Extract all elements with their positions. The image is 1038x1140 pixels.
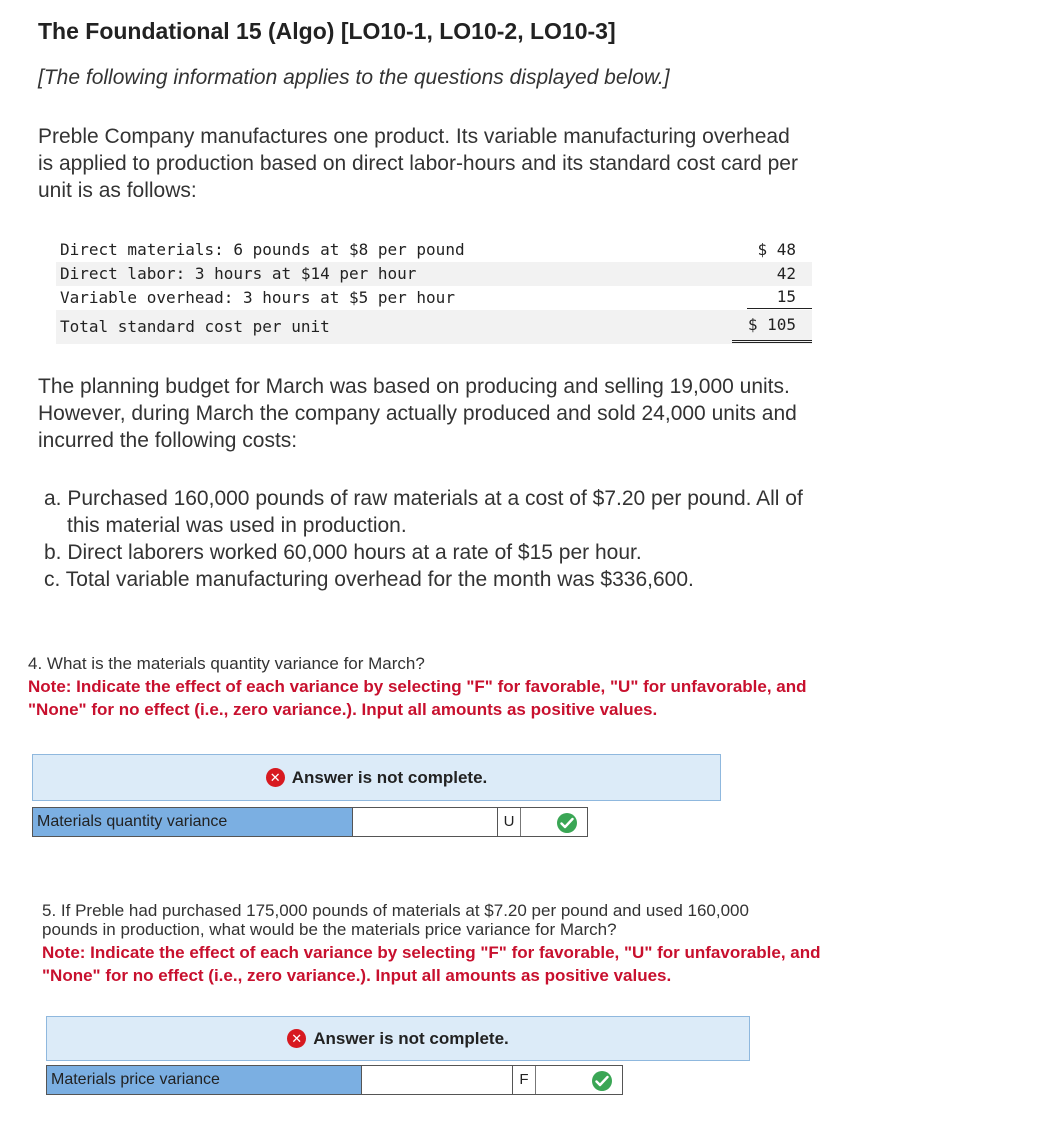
effect-select[interactable] xyxy=(498,807,588,837)
question-text: 5. If Preble had purchased 175,000 pounds of materials at $7.20 per pound and used 160,000 xyxy=(42,901,749,920)
list-item: b. Direct laborers worked 60,000 hours at a rate of $15 per hour. xyxy=(44,541,642,564)
note-text: "None" for no effect (i.e., zero variance.). Input all amounts as positive values. xyxy=(42,966,672,985)
description-line: Preble Company manufactures one product. Its variable manufacturing overhead xyxy=(38,125,790,148)
budget-line: However, during March the company actually produced and sold 24,000 units and xyxy=(38,402,797,425)
note-text: Note: Indicate the effect of each variance by selecting "F" for favorable, "U" for unfavorable, and xyxy=(28,677,807,696)
note-text: "None" for no effect (i.e., zero variance.). Input all amounts as positive values. xyxy=(28,700,658,719)
list-item-text: a. Purchased 160,000 pounds of raw materials at a cost of $7.20 per pound. All of xyxy=(44,487,803,510)
standard-cost-card xyxy=(56,238,812,344)
cost-row-materials xyxy=(56,238,812,262)
cost-label: Direct materials: 6 pounds at $8 per pound xyxy=(60,240,465,259)
cost-label: Variable overhead: 3 hours at $5 per hour xyxy=(60,288,455,307)
budget-text xyxy=(38,373,968,454)
question-5 xyxy=(42,899,1017,987)
correct-check-icon xyxy=(592,1071,612,1091)
cost-row-overhead xyxy=(56,286,812,310)
question-text: 4. What is the materials quantity variance for March? xyxy=(28,654,425,673)
cost-amount: 15 xyxy=(747,286,812,309)
error-x-icon: ✕ xyxy=(287,1029,306,1048)
amount-input[interactable] xyxy=(353,807,498,837)
answer-status-text: Answer is not complete. xyxy=(313,1028,509,1048)
cost-label: Total standard cost per unit xyxy=(60,317,330,336)
cost-row-labor xyxy=(56,262,812,286)
description-line: is applied to production based on direct labor-hours and its standard cost card per xyxy=(38,152,798,175)
budget-line: The planning budget for March was based on producing and selling 19,000 units. xyxy=(38,375,790,398)
list-item xyxy=(44,485,974,539)
cost-amount: $ 105 xyxy=(732,310,812,343)
effect-select[interactable] xyxy=(513,1065,623,1095)
description-line: unit is as follows: xyxy=(38,179,197,202)
budget-line: incurred the following costs: xyxy=(38,429,298,452)
question-4 xyxy=(28,652,1018,721)
answer-status-banner xyxy=(32,754,721,801)
answer-status-text: Answer is not complete. xyxy=(291,767,488,787)
answer-row-quantity-variance xyxy=(32,807,588,837)
answer-status-banner xyxy=(46,1016,750,1061)
costs-list xyxy=(44,485,974,593)
list-item: c. Total variable manufacturing overhead for the month was $336,600. xyxy=(44,568,694,591)
page-title: The Foundational 15 (Algo) [LO10-1, LO10-2, LO10-3] xyxy=(38,18,616,44)
intro-text: [The following information applies to the questions displayed below.] xyxy=(38,66,670,89)
row-label: Materials price variance xyxy=(46,1065,362,1095)
effect-value[interactable]: U xyxy=(498,808,521,836)
error-x-icon: ✕ xyxy=(266,768,285,787)
amount-input[interactable] xyxy=(362,1065,513,1095)
question-text: pounds in production, what would be the materials price variance for March? xyxy=(42,920,617,939)
note-text: Note: Indicate the effect of each variance by selecting "F" for favorable, "U" for unfavorable, and xyxy=(42,943,821,962)
cost-amount: $ 48 xyxy=(757,240,796,259)
cost-label: Direct labor: 3 hours at $14 per hour xyxy=(60,264,417,283)
cost-row-total xyxy=(56,310,812,344)
correct-check-icon xyxy=(557,813,577,833)
list-item-text: this material was used in production. xyxy=(67,514,407,537)
effect-value[interactable]: F xyxy=(513,1066,536,1094)
description xyxy=(38,123,968,204)
answer-row-price-variance xyxy=(46,1065,623,1095)
row-label: Materials quantity variance xyxy=(32,807,353,837)
cost-amount: 42 xyxy=(776,264,796,283)
